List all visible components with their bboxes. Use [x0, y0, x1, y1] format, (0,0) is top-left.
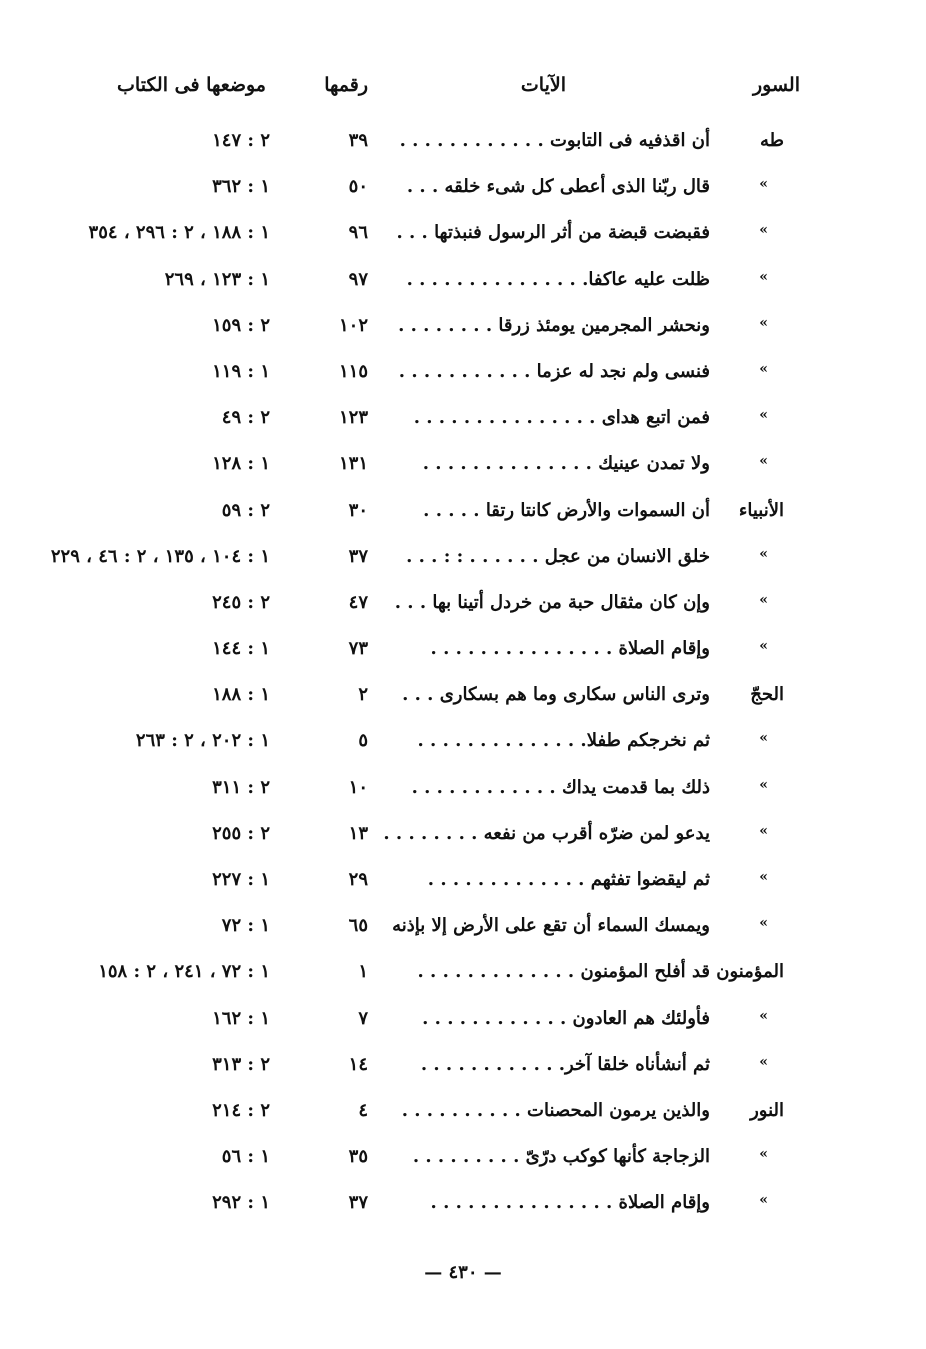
table-row — [0, 630, 926, 676]
book-location: ٢ : ٣١٣ — [212, 1053, 270, 1075]
ditto-mark: » — [759, 1007, 768, 1024]
verse-text: خلق الانسان من عجل . . . . . . : : . . . — [406, 545, 710, 567]
table-row — [0, 445, 926, 491]
table-row — [0, 676, 926, 722]
table-row — [0, 722, 926, 768]
book-location: ١ : ٢٢٧ — [212, 869, 270, 890]
table-row — [0, 168, 926, 214]
verse-number: ١٠٢ — [338, 314, 368, 336]
ditto-mark: » — [759, 407, 768, 424]
table-row — [0, 907, 926, 953]
verse-text: وإقام الصلاة . . . . . . . . . . . . . . . — [430, 638, 710, 660]
table-row — [0, 815, 926, 861]
ditto-mark: » — [759, 222, 768, 239]
table-row — [0, 1092, 926, 1138]
ditto-mark: » — [759, 1192, 768, 1209]
verse-text: ونحشر المجرمين يومئذ زرقا . . . . . . . . — [398, 314, 710, 336]
ditto-mark: » — [759, 730, 768, 747]
verse-text: فقبضت قبضة من أثر الرسول فنبذتها . . . — [396, 222, 710, 244]
verse-number: ٢ — [358, 684, 368, 706]
ditto-mark: » — [759, 776, 768, 793]
ditto-mark: » — [759, 314, 768, 331]
verse-text: وإقام الصلاة . . . . . . . . . . . . . . . — [430, 1192, 710, 1214]
book-location: ١ : ١٢٨ — [212, 453, 270, 475]
table-row — [0, 1000, 926, 1046]
book-location: ٢ : ١٤٧ — [212, 130, 270, 151]
verse-text: يدعو لمن ضرّه أقرب من نفعه . . . . . . . . — [383, 822, 710, 844]
header-location: موضعها فى الكتاب — [117, 74, 266, 96]
index-rows — [0, 122, 926, 1231]
book-location: ٢ : ٣١١ — [212, 776, 270, 798]
table-row — [0, 492, 926, 538]
verse-number: ١١٥ — [338, 360, 368, 382]
ditto-mark: » — [759, 591, 768, 608]
verse-number: ٥ — [358, 730, 368, 752]
book-location: ١ : ٣٦٢ — [212, 176, 270, 198]
book-location: ١ : ١٢٣ ، ٢٦٩ — [164, 268, 270, 290]
verse-text: ويمسك السماء أن تقع على الأرض إلا بإذنه — [392, 915, 710, 937]
verse-number: ٣٠ — [348, 499, 368, 521]
verse-text: قال ربّنا الذى أعطى كل شىء خلقه . . . — [406, 176, 710, 198]
table-row — [0, 353, 926, 399]
table-row — [0, 122, 926, 168]
table-row — [0, 1138, 926, 1184]
book-location: ١ : ١٨٨ ، ٢ : ٢٩٦ ، ٣٥٤ — [88, 222, 270, 244]
header-number: رقمها — [324, 74, 368, 96]
ditto-mark: » — [759, 822, 768, 839]
verse-text: ثم أنشأناه خلقا آخر. . . . . . . . . . . . — [420, 1053, 710, 1075]
ditto-mark: » — [759, 1053, 768, 1070]
verse-number: ٤ — [358, 1099, 368, 1121]
table-row — [0, 307, 926, 353]
table-header — [0, 74, 926, 110]
verse-number: ٣٧ — [348, 1192, 368, 1214]
table-row — [0, 769, 926, 815]
verse-text: ولا تمدن عينيك . . . . . . . . . . . . . . — [422, 453, 710, 475]
table-row — [0, 953, 926, 999]
verse-number: ٧ — [358, 1007, 368, 1029]
verse-text: أن اقذفيه فى التابوت . . . . . . . . . . . . — [399, 130, 710, 151]
verse-number: ٩٦ — [348, 222, 368, 244]
verse-text: أن السموات والأرض كانتا رتقا . . . . . — [423, 499, 710, 521]
table-row — [0, 538, 926, 584]
book-location: ١ : ٢٠٢ ، ٢ : ٢٦٣ — [135, 730, 270, 752]
verse-text: وإن كان مثقال حبة من خردل أتينا بها . . . — [394, 591, 710, 613]
surah-name: النور — [750, 1099, 784, 1121]
ditto-mark: » — [759, 869, 768, 885]
book-location: ١ : ٢٩٢ — [212, 1192, 270, 1214]
ditto-mark: » — [759, 638, 768, 655]
table-row — [0, 214, 926, 260]
verse-text: والذين يرمون المحصنات . . . . . . . . . . — [401, 1099, 710, 1121]
ditto-mark: » — [759, 1146, 768, 1163]
surah-name: الحجّ — [750, 684, 784, 706]
verse-number: ٣٧ — [348, 545, 368, 567]
book-location: ١ : ١٨٨ — [212, 684, 270, 706]
table-row — [0, 1046, 926, 1092]
book-location: ١ : ١٦٢ — [212, 1007, 270, 1029]
verse-number: ٧٣ — [348, 638, 368, 660]
book-location: ١ : ١٤٤ — [212, 638, 270, 660]
verse-number: ٣٥ — [348, 1146, 368, 1168]
book-location: ٢ : ٢٤٥ — [212, 591, 270, 613]
book-location: ١ : ٧٢ — [221, 915, 270, 937]
verse-number: ١٤ — [348, 1053, 368, 1075]
book-location: ٢ : ١٥٩ — [212, 314, 270, 336]
table-row — [0, 584, 926, 630]
verse-number: ٣٩ — [348, 130, 368, 151]
verse-text: قد أفلح المؤمنون . . . . . . . . . . . . . — [417, 961, 710, 983]
verse-number: ١ — [358, 961, 368, 983]
verse-text: الزجاجة كأنها كوكب درّىّ . . . . . . . . . — [412, 1146, 710, 1168]
verse-text: ذلك بما قدمت يداك . . . . . . . . . . . . — [411, 776, 710, 798]
book-location: ١ : ٥٦ — [221, 1146, 270, 1168]
verse-number: ٦٥ — [348, 915, 368, 937]
table-row — [0, 261, 926, 307]
ditto-mark: » — [759, 545, 768, 562]
book-location: ١ : ٧٢ ، ٢٤١ ، ٢ : ١٥٨ — [98, 961, 270, 983]
book-location: ١ : ١١٩ — [212, 360, 270, 382]
table-row — [0, 399, 926, 445]
verse-text: فمن اتبع هداى . . . . . . . . . . . . . . . — [413, 407, 710, 429]
book-location: ٢ : ٢١٤ — [212, 1099, 270, 1121]
ditto-mark: » — [759, 453, 768, 470]
surah-name: الأنبياء — [738, 499, 784, 521]
verse-text: فنسى ولم نجد له عزما . . . . . . . . . . . — [398, 360, 710, 382]
surah-name: طه — [760, 130, 784, 151]
ditto-mark: » — [759, 915, 768, 932]
book-location: ١ : ١٠٤ ، ١٣٥ ، ٢ : ٤٦ ، ٢٢٩ — [50, 545, 270, 567]
verse-number: ١٣ — [348, 822, 368, 844]
ditto-mark: » — [759, 360, 768, 377]
verse-text: فأولئك هم العادون . . . . . . . . . . . . — [422, 1007, 710, 1029]
page-number: — ٤٣٠ — — [424, 1262, 502, 1283]
verse-number: ٥٠ — [348, 176, 368, 198]
verse-number: ٩٧ — [348, 268, 368, 290]
table-row — [0, 861, 926, 907]
verse-number: ٢٩ — [348, 869, 368, 890]
verse-number: ١٣١ — [338, 453, 368, 475]
book-location: ٢ : ٢٥٥ — [212, 822, 270, 844]
book-location: ٢ : ٤٩ — [221, 407, 270, 429]
verse-number: ١٢٣ — [338, 407, 368, 429]
ditto-mark: » — [759, 176, 768, 193]
surah-name: المؤمنون — [716, 961, 784, 983]
header-surah: السور — [752, 74, 800, 96]
book-location: ٢ : ٥٩ — [221, 499, 270, 521]
ditto-mark: » — [759, 268, 768, 285]
verse-number: ٤٧ — [348, 591, 368, 613]
verse-text: ثم ليقضوا تفثهم . . . . . . . . . . . . . — [427, 869, 710, 890]
table-row — [0, 1184, 926, 1230]
verse-text: وترى الناس سكارى وما هم بسكارى . . . — [402, 684, 710, 706]
verse-text: ثم نخرجكم طفلا. . . . . . . . . . . . . . — [417, 730, 710, 752]
header-verses: الآيات — [520, 74, 566, 96]
verse-text: ظلت عليه عاكفا. . . . . . . . . . . . . . . — [406, 268, 710, 290]
verse-number: ١٠ — [348, 776, 368, 798]
